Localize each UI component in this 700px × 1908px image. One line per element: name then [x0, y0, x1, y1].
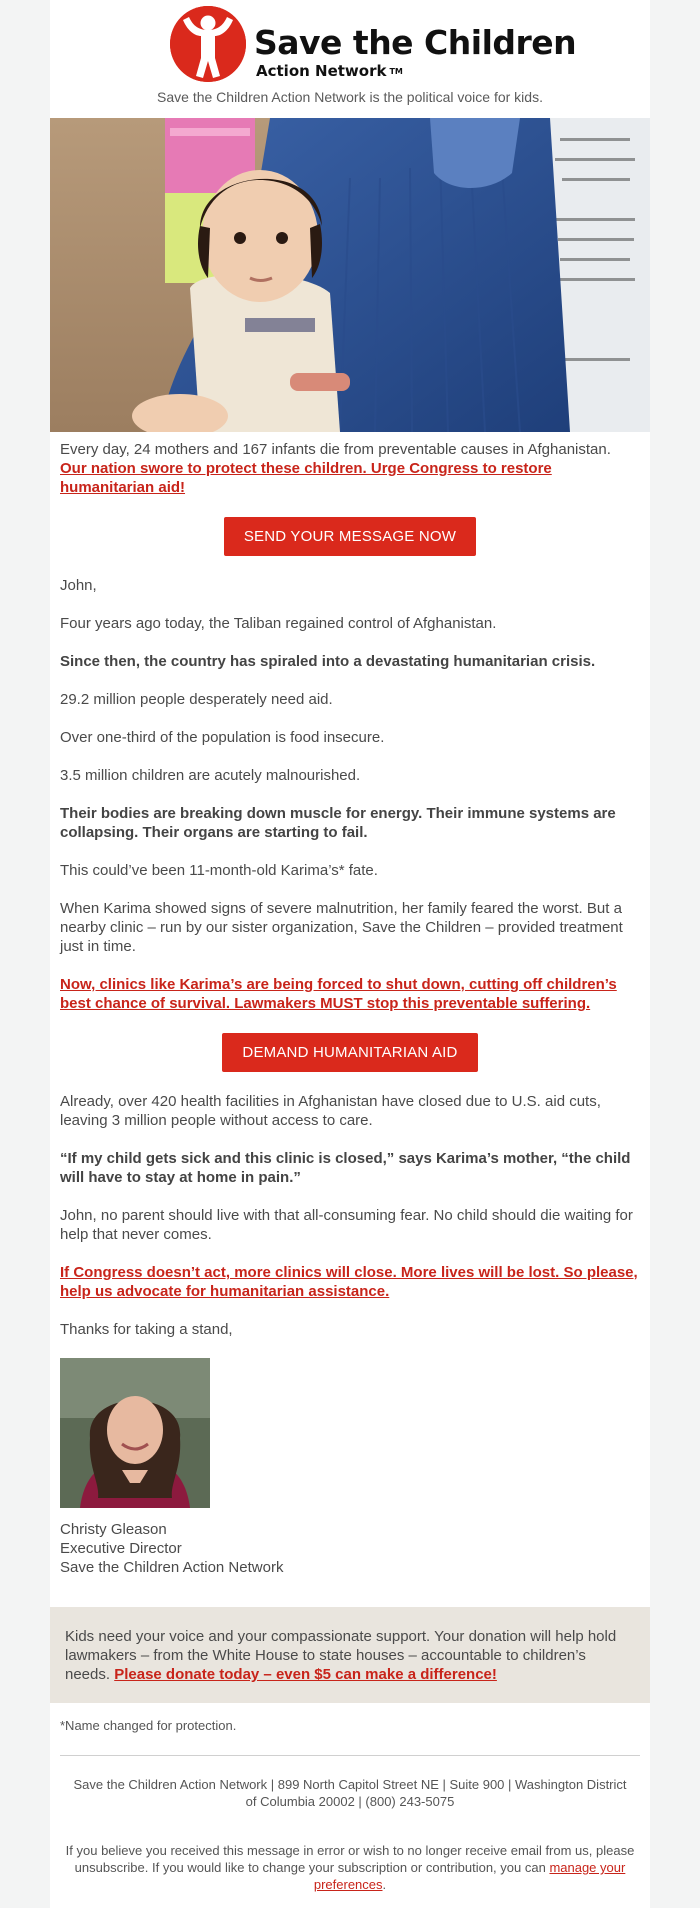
trademark-mark: TM: [389, 67, 403, 76]
email-body: [60, 440, 640, 1577]
brand-name[interactable]: Save the Children: [254, 23, 577, 62]
hero-photo[interactable]: [50, 118, 650, 432]
clinics-link[interactable]: Now, clinics like Karima’s are being forced to shut down, cutting off children’s best chance of survival. Lawmakers MUST stop this preventable suffering.: [60, 976, 617, 1012]
signoff: Thanks for taking a stand,: [60, 1321, 233, 1338]
divider: [60, 1755, 640, 1756]
signature-org: Save the Children Action Network: [60, 1559, 284, 1576]
paragraph: This could’ve been 11-month-old Karima’s* fate.: [60, 862, 378, 879]
footnote: *Name changed for protection.: [60, 1718, 237, 1733]
email-container: [50, 0, 650, 1908]
donate-paragraph: [65, 1627, 635, 1684]
greeting: John,: [60, 577, 97, 594]
intro-link[interactable]: Our nation swore to protect these children. Urge Congress to restore humanitarian aid!: [60, 460, 552, 496]
paragraph: 29.2 million people desperately need aid.: [60, 691, 333, 708]
paragraph: Already, over 420 health facilities in Afghanistan have closed due to U.S. aid cuts, leaving 3 million people without access to care.: [60, 1093, 601, 1129]
footer-period: .: [382, 1877, 387, 1892]
paragraph: John, no parent should live with that all-consuming fear. No child should die waiting for help that never comes.: [60, 1207, 633, 1243]
donate-text: Kids need your voice and your compassionate support. Your donation will help hold lawmakers – from the White House to state houses – accountable to children’s needs.: [65, 1628, 617, 1683]
footer-address: Save the Children Action Network | 899 North Capitol Street NE | Suite 900 | Washington District of Columbia 20002 | (800) 243-5075: [73, 1777, 627, 1809]
paragraph: Their bodies are breaking down muscle for energy. Their immune systems are collapsing. Their organs are starting to fail.: [60, 805, 616, 841]
manage-preferences-link[interactable]: manage your preferences: [313, 1860, 626, 1892]
unsubscribe-text: If you believe you received this message in error or wish to no longer receive email from us, please unsubscribe. If you would like to change your subscription or contribution, you can: [65, 1843, 635, 1875]
donate-box: [50, 1607, 650, 1703]
send-message-button[interactable]: SEND YOUR MESSAGE NOW: [224, 517, 476, 556]
donate-link[interactable]: Please donate today – even $5 can make a difference!: [114, 1666, 497, 1683]
intro-stat: Every day, 24 mothers and 167 infants die from preventable causes in Afghanistan.: [60, 441, 611, 458]
tagline: Save the Children Action Network is the political voice for kids.: [157, 89, 543, 105]
signature-title: Executive Director: [60, 1540, 182, 1557]
signature-name: Christy Gleason: [60, 1521, 167, 1538]
signature-photo: [60, 1358, 210, 1508]
email-header: [50, 0, 650, 118]
footer-unsubscribe: [65, 1842, 635, 1893]
paragraph: 3.5 million children are acutely malnourished.: [60, 767, 361, 784]
save-the-children-logo-icon[interactable]: [170, 6, 246, 82]
brand-sub-text: Action Network: [256, 62, 387, 80]
paragraph: Four years ago today, the Taliban regained control of Afghanistan.: [60, 615, 497, 632]
paragraph: Over one-third of the population is food insecure.: [60, 729, 385, 746]
demand-aid-button[interactable]: DEMAND HUMANITARIAN AID: [222, 1033, 477, 1072]
paragraph: When Karima showed signs of severe malnutrition, her family feared the worst. But a nearby clinic – run by our sister organization, Save the Children – provided treatment just in time.: [60, 900, 623, 955]
paragraph: Since then, the country has spiraled into a devastating humanitarian crisis.: [60, 653, 596, 670]
quote: “If my child gets sick and this clinic is closed,” says Karima’s mother, “the child will have to stay at home in pain.”: [60, 1150, 631, 1186]
advocate-link[interactable]: If Congress doesn’t act, more clinics will close. More lives will be lost. So please, help us advocate for humanitarian assistance.: [60, 1264, 638, 1300]
brand-subname: [256, 62, 403, 80]
